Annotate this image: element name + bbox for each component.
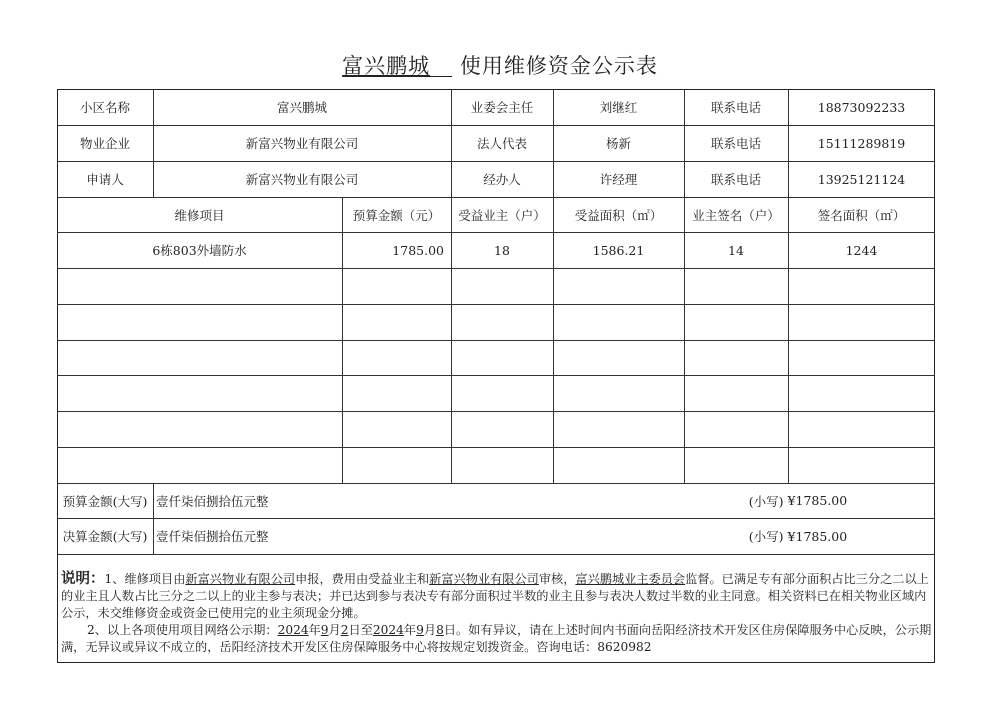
table-cell-item: 6栋803外墙防水 [152, 243, 247, 258]
note-date: 8 [436, 623, 444, 637]
note-paragraph-2 [61, 622, 933, 656]
label-final-words: 决算金额(大写) [62, 529, 148, 544]
label-community-name: 小区名称 [79, 100, 130, 115]
note-company: 新富兴物业有限公司 [429, 572, 539, 586]
budget-small-label: (小写) [748, 493, 784, 509]
budget-small-amount: ¥1785.00 [787, 493, 848, 508]
table-cell-beneficiaries: 18 [494, 242, 510, 258]
label-committee-chair: 业委会主任 [470, 100, 534, 115]
page-title [0, 50, 1000, 80]
value-handler: 许经理 [599, 172, 638, 187]
label-applicant: 申请人 [86, 172, 124, 187]
row-divider [57, 304, 935, 305]
header-repair-item: 维修项目 [174, 207, 225, 223]
label-phone: 联系电话 [710, 172, 761, 187]
header-signers: 业主签名（户） [692, 207, 780, 223]
note-committee: 富兴鹏城业主委员会 [575, 572, 686, 586]
note-paragraph-1 [61, 571, 933, 622]
row-divider [57, 268, 935, 269]
value-community-name: 富兴鹏城 [276, 100, 327, 115]
value-legal-rep: 杨新 [605, 136, 631, 151]
label-budget-words: 预算金额(大写) [62, 493, 148, 509]
note-text: 年 [308, 623, 321, 637]
title-community: 富兴鹏城 [342, 54, 431, 78]
table-cell-signers: 14 [728, 242, 744, 258]
label-legal-rep: 法人代表 [476, 136, 527, 151]
note-text: 年 [403, 623, 417, 637]
note-text: 日。如有异议，请在上述时间内书面向岳阳经济技术开发区住房保障服务中心反映，公示期满，无异议或异议不成立的，岳阳经济技术开发区住房保障服务中心将按规定划拨资金。咨询电话：8620982 [61, 623, 932, 654]
note-text: 月 [328, 623, 341, 637]
label-phone: 联系电话 [710, 136, 761, 151]
note-date: 9 [416, 623, 424, 637]
table-cell-signed-area: 1244 [845, 242, 878, 258]
row-divider [57, 447, 935, 448]
label-phone: 联系电话 [710, 100, 761, 115]
label-property-company: 物业企业 [79, 136, 130, 151]
header-budget: 预算金额（元） [352, 207, 441, 223]
budget-small [748, 483, 848, 518]
value-applicant: 新富兴物业有限公司 [245, 172, 359, 187]
final-small [748, 518, 848, 554]
notes-heading: 说明： [61, 571, 105, 587]
value-phone: 13925121124 [817, 171, 906, 187]
note-date: 2024 [372, 623, 404, 637]
note-text: 审核， [538, 572, 576, 586]
note-company: 新富兴物业有限公司 [185, 572, 296, 586]
note-text: 申报，费用由受益业主和 [295, 572, 430, 586]
label-handler: 经办人 [483, 172, 521, 187]
note-date: 2 [340, 623, 349, 637]
value-phone: 18873092233 [817, 99, 906, 115]
col-divider [153, 483, 154, 554]
value-budget-words: 壹仟柒佰捌拾伍元整 [156, 493, 269, 509]
value-phone: 15111289819 [817, 135, 906, 151]
note-text: 2、以上各项使用项目网络公示期： [87, 623, 278, 637]
note-text: 月 [423, 623, 437, 637]
row-divider [57, 340, 935, 341]
note-date: 9 [320, 623, 329, 637]
note-text: 1、维修项目由 [104, 572, 186, 586]
value-final-words: 壹仟柒佰捌拾伍元整 [156, 529, 269, 544]
note-date: 2024 [277, 623, 309, 637]
note-text: 监督。已满足专有部分面积占比三分之二以上的业主且人数占比三分之二以上的业主参与表决；并已达到参与表决专有部分面积过半数的业主且参与表决人数过半数的业主同意。相关资料已在相关物业区域内公示，未交维修资金或资金已使用完的业主须现金分摊。 [61, 572, 929, 620]
title-suffix: 使用维修资金公示表 [459, 54, 658, 78]
final-small-amount: ¥1785.00 [787, 528, 848, 544]
table-cell-budget: 1785.00 [392, 242, 444, 258]
table-cell-benefit-area: 1586.21 [592, 242, 645, 258]
title-underline-gap [430, 58, 452, 77]
header-signed-area: 签名面积（㎡） [817, 207, 906, 223]
header-beneficiaries: 受益业主（户） [458, 207, 546, 223]
notes-section [61, 571, 933, 656]
row-divider [57, 411, 935, 412]
note-text: 日至 [348, 623, 373, 637]
value-committee-chair: 刘继红 [599, 100, 638, 115]
header-benefit-area: 受益面积（㎡） [574, 207, 663, 223]
row-divider [57, 554, 935, 555]
row-divider [57, 375, 935, 376]
value-property-company: 新富兴物业有限公司 [245, 136, 359, 151]
final-small-label: (小写) [748, 529, 784, 544]
